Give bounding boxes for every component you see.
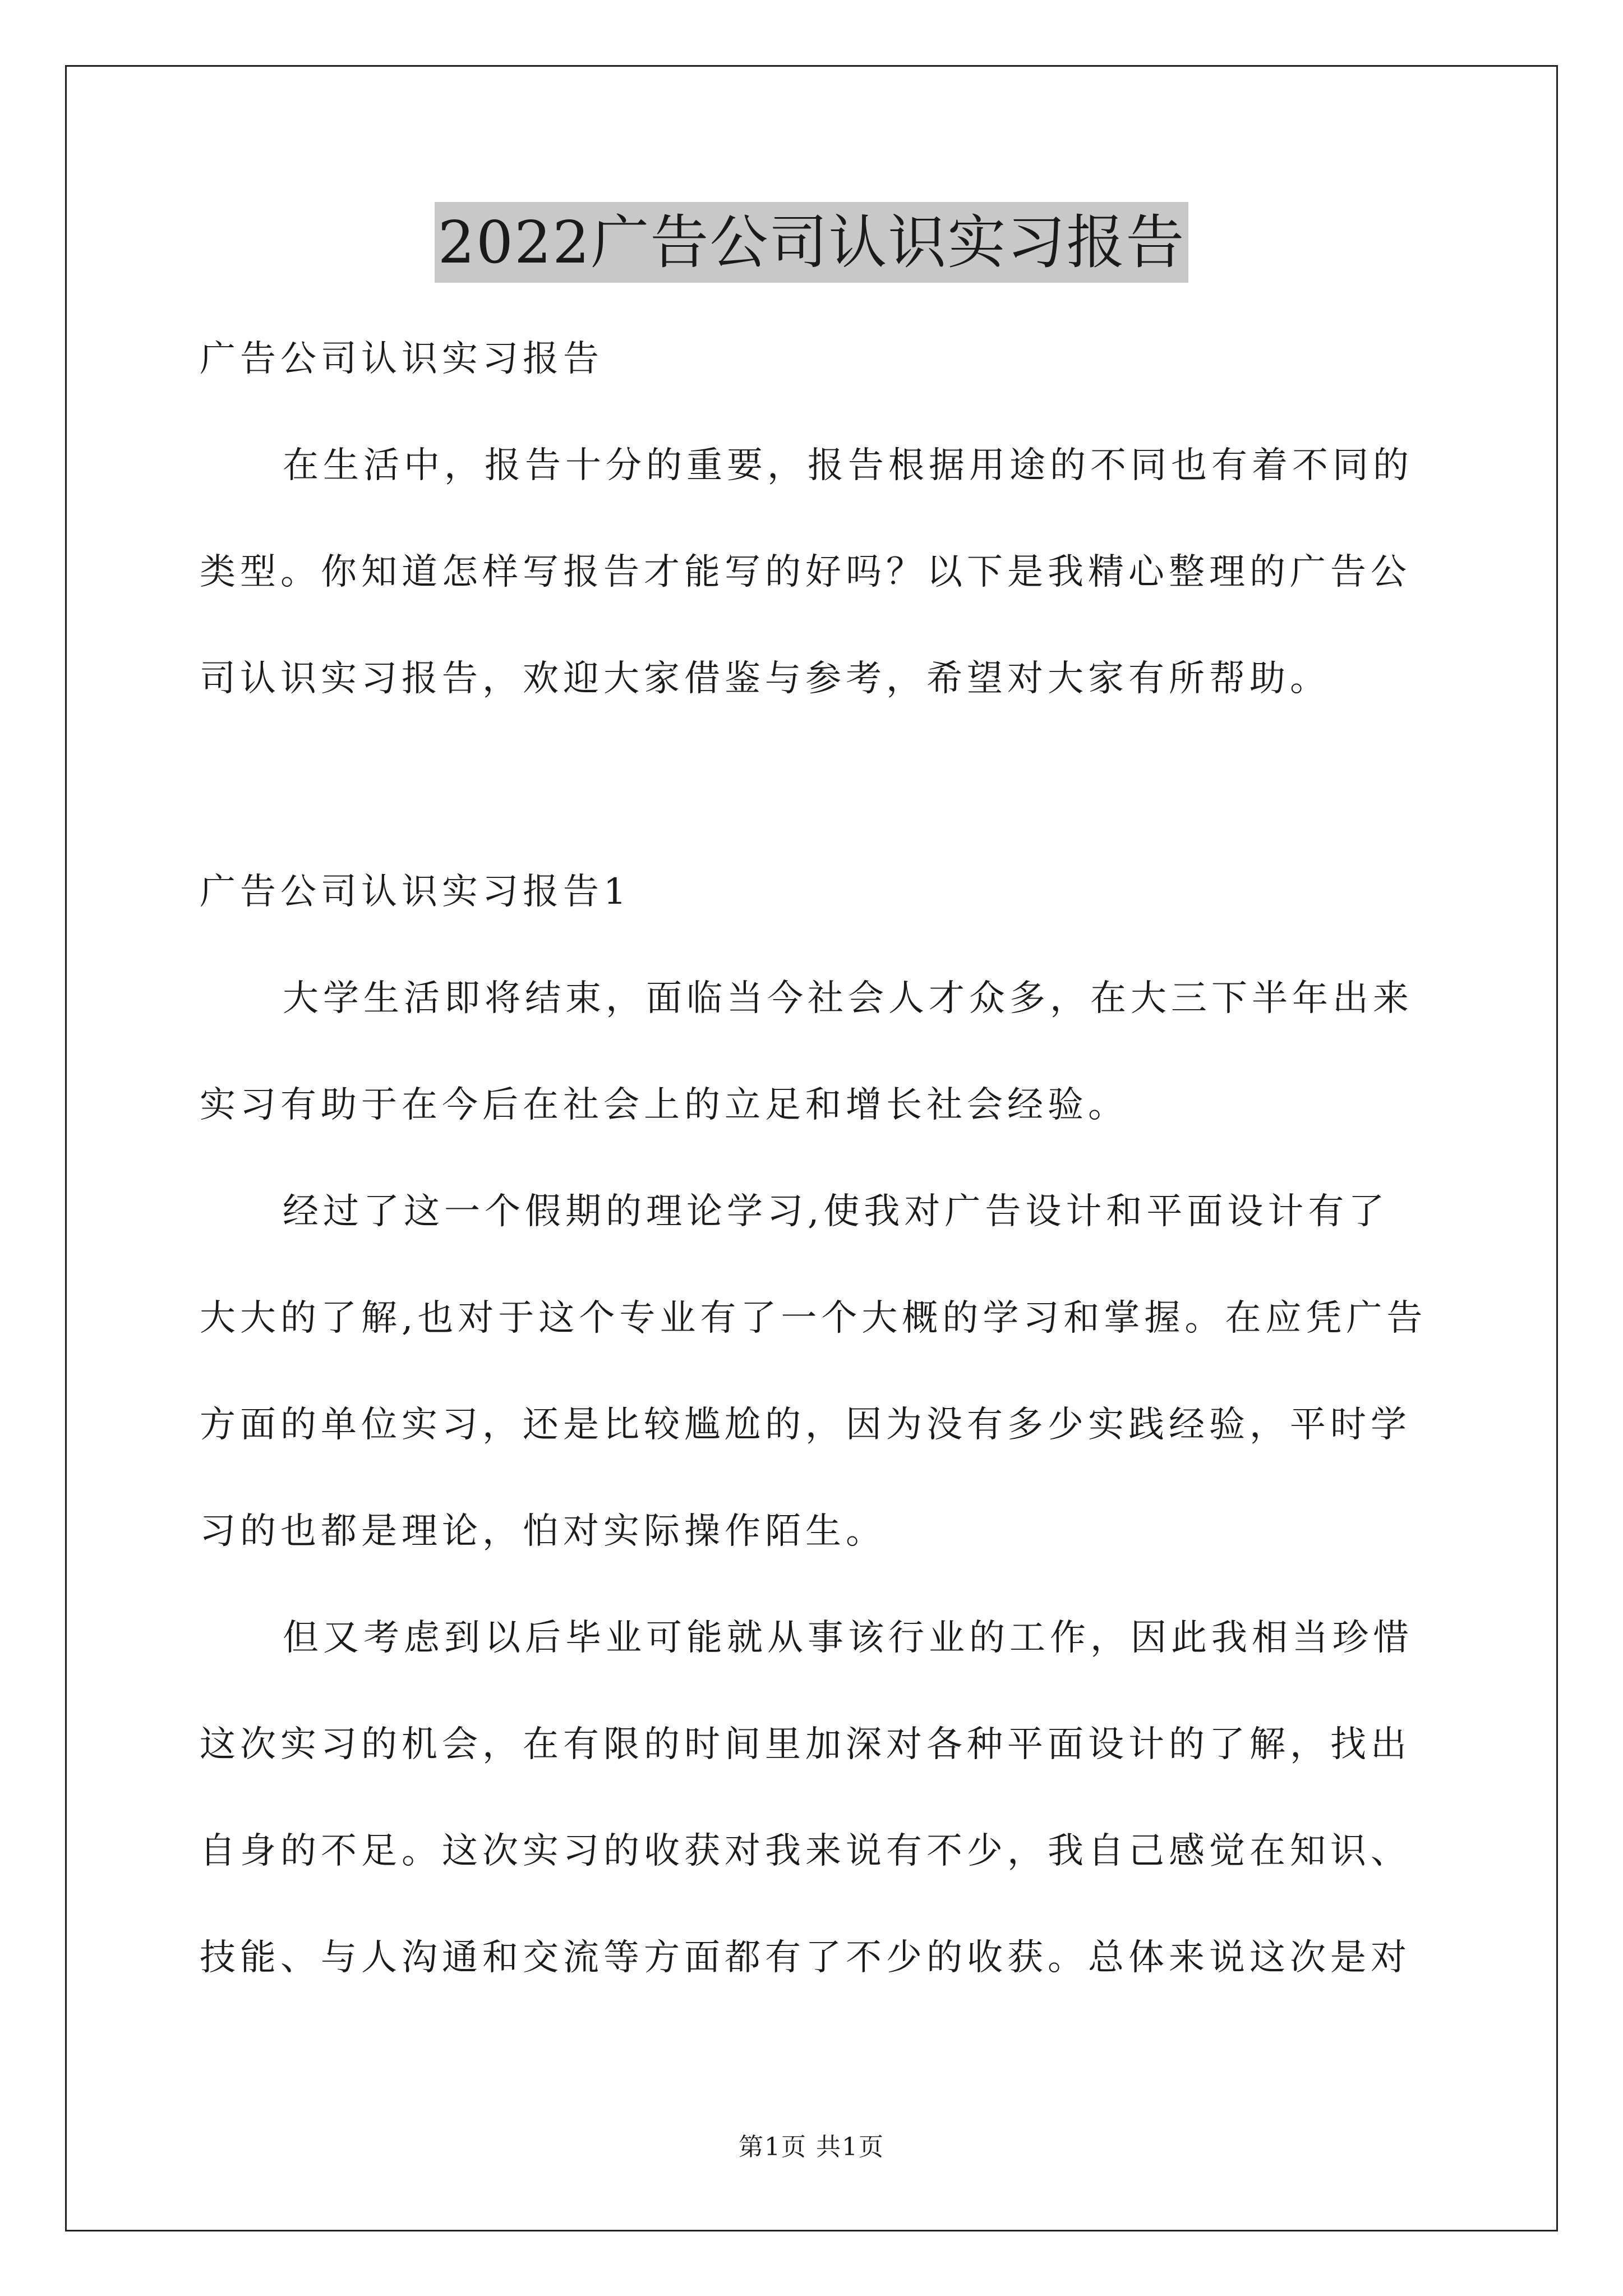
paragraph-line: 自身的不足。这次实习的收获对我来说有不少，我自己感觉在知识、 xyxy=(200,1830,1411,1872)
paragraph-line: 实习有助于在今后在社会上的立足和增长社会经验。 xyxy=(200,1084,1128,1126)
paragraph-line: 这次实习的机会，在有限的时间里加深对各种平面设计的了解，找出 xyxy=(200,1724,1411,1765)
paragraph-line: 经过了这一个假期的理论学习,使我对广告设计和平面设计有了 xyxy=(283,1191,1389,1232)
paragraph-line: 在生活中，报告十分的重要，报告根据用途的不同也有着不同的 xyxy=(283,445,1413,486)
page-footer: 第1页 共1页 xyxy=(739,2133,884,2161)
paragraph-line: 方面的单位实习，还是比较尴尬的，因为没有多少实践经验，平时学 xyxy=(200,1404,1411,1446)
paragraph-line: 大大的了解,也对于这个专业有了一个大概的学习和掌握。在应凭广告 xyxy=(200,1297,1427,1339)
doc-subtitle: 广告公司认识实习报告 xyxy=(200,338,603,380)
paragraph-line: 大学生活即将结束，面临当今社会人才众多，在大三下半年出来 xyxy=(283,978,1413,1019)
paragraph-line: 技能、与人沟通和交流等方面都有了不少的收获。总体来说这次是对 xyxy=(200,1937,1411,1978)
title-container xyxy=(0,202,1623,283)
paragraph-line: 但又考虑到以后毕业可能就从事该行业的工作，因此我相当珍惜 xyxy=(283,1617,1413,1659)
document-title: 2022广告公司认识实习报告 xyxy=(435,202,1189,283)
paragraph-line: 类型。你知道怎样写报告才能写的好吗？以下是我精心整理的广告公 xyxy=(200,551,1411,593)
paragraph-line: 习的也都是理论，怕对实际操作陌生。 xyxy=(200,1511,886,1552)
paragraph-line: 司认识实习报告，欢迎大家借鉴与参考，希望对大家有所帮助。 xyxy=(200,658,1330,700)
page-border xyxy=(65,65,1558,2231)
section-heading: 广告公司认识实习报告1 xyxy=(200,871,631,913)
